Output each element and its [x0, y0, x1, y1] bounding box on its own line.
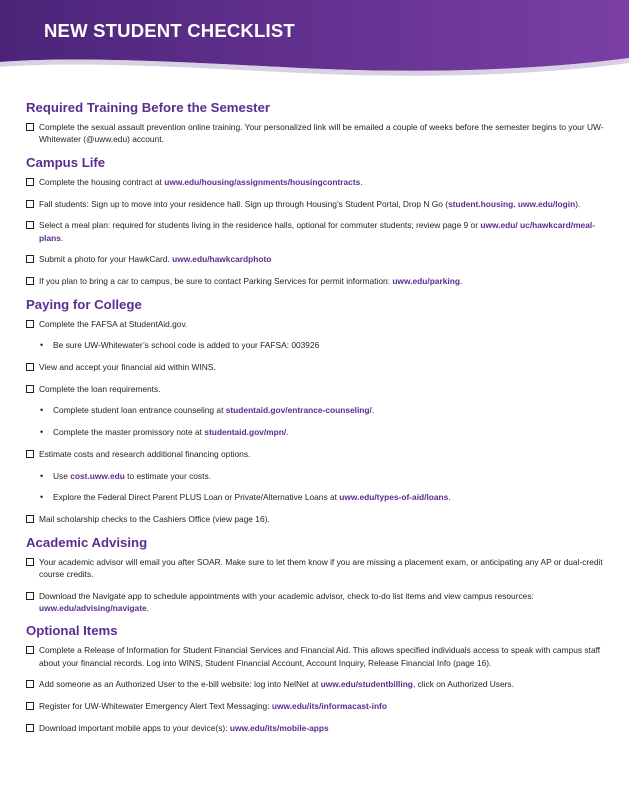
item-text — [39, 362, 216, 372]
link[interactable]: uww.edu/housing/assignments/housingcontracts — [164, 176, 361, 187]
item-text — [39, 679, 514, 689]
item-text — [39, 220, 595, 242]
item-text-segment: Complete the FAFSA at StudentAid.gov. — [39, 318, 188, 329]
page-title: NEW STUDENT CHECKLIST — [44, 20, 295, 41]
link[interactable]: uww.edu/studentbilling — [320, 679, 413, 690]
checklist-item — [26, 253, 606, 265]
link[interactable]: studentaid.gov/entrance-counseling/ — [225, 405, 372, 416]
checkbox[interactable] — [26, 558, 34, 566]
bullet-icon: • — [40, 405, 44, 416]
section-heading: Paying for College — [26, 296, 142, 312]
link[interactable]: uww.edu/login — [517, 198, 576, 209]
checklist-item — [26, 644, 606, 668]
sub-bullet-item — [26, 339, 606, 351]
checklist-content — [26, 100, 606, 743]
item-text-segment: Download the Navigate app to schedule appointments with your academic advisor, check to-do list items and view campus resources: — [39, 590, 534, 601]
checklist-item — [26, 678, 606, 690]
item-text — [53, 427, 289, 437]
item-text-segment: Select a meal plan: required for students living in the residence halls, optional for commuter students; review page 9 or — [39, 220, 481, 231]
section — [26, 155, 606, 287]
checklist-item — [26, 722, 606, 734]
section — [26, 535, 606, 614]
section-heading: Academic Advising — [26, 534, 148, 550]
item-text — [39, 384, 161, 394]
item-text — [53, 471, 211, 481]
item-text — [39, 701, 387, 711]
item-text — [39, 254, 271, 264]
item-text-segment: Complete the master promissory note at — [53, 427, 205, 438]
item-text — [39, 177, 363, 187]
link[interactable]: uww.edu/ — [480, 220, 518, 231]
item-text-segment: . — [360, 176, 363, 187]
checkbox[interactable] — [26, 123, 34, 131]
sub-bullet-item — [26, 491, 606, 503]
section — [26, 297, 606, 526]
item-text — [39, 723, 329, 733]
link[interactable]: cost.uww.edu — [70, 470, 125, 481]
item-text-segment: Mail scholarship checks to the Cashiers Office (view page 16). — [39, 513, 270, 524]
item-text-segment: . — [448, 492, 451, 503]
item-text — [53, 492, 451, 502]
section-heading: Campus Life — [26, 154, 106, 170]
checkbox[interactable] — [26, 221, 34, 229]
checkbox[interactable] — [26, 680, 34, 688]
item-text-segment: If you plan to bring a car to campus, be sure to contact Parking Services for permit information: — [39, 275, 393, 286]
item-text — [39, 557, 603, 579]
section-heading: Optional Items — [26, 623, 118, 639]
item-text-segment: . — [146, 602, 149, 613]
link[interactable]: uww.edu/types-of-aid/loans — [339, 492, 449, 503]
checkbox[interactable] — [26, 646, 34, 654]
checklist-item — [26, 121, 606, 145]
link[interactable]: student.housing. — [448, 198, 516, 209]
item-text — [53, 405, 374, 415]
sub-bullet-item — [26, 470, 606, 482]
item-text-segment: Be sure UW-Whitewater’s school code is added to your FAFSA: 003926 — [53, 340, 320, 351]
item-text-segment: ). — [575, 198, 581, 209]
link[interactable]: uww.edu/hawkcardphoto — [172, 254, 272, 265]
checkbox[interactable] — [26, 178, 34, 186]
checkbox[interactable] — [26, 385, 34, 393]
link[interactable]: uc/hawkcard/meal-plans — [39, 220, 595, 243]
item-text — [39, 122, 604, 144]
checklist-item — [26, 198, 606, 210]
checklist-item — [26, 590, 606, 614]
item-text-segment: Submit a photo for your HawkCard. — [39, 254, 173, 265]
checklist-item — [26, 383, 606, 395]
section-heading: Required Training Before the Semester — [26, 100, 271, 115]
checkbox[interactable] — [26, 515, 34, 523]
item-text-segment: Complete student loan entrance counseling at — [53, 405, 226, 416]
item-text-segment: . — [60, 232, 64, 243]
link[interactable]: uww.edu/advising/navigate — [39, 602, 147, 613]
item-text-segment: Complete a Release of Information for Student Financial Services and Financial Aid. This allows specified individuals access to speak with campus staff about your financial records. Log into WINS, Student Financial Account, Account Inquiry, Release Financial Info (page 16). — [39, 645, 601, 668]
item-text-segment: Fall students: Sign up to move into your residence hall. Sign up through Housing’s Student Portal, Drop N Go ( — [39, 198, 449, 209]
item-text-segment: Your academic advisor will email you after SOAR. Make sure to let them know if you are missing a placement exam, or anticipating any AP or dual-credit course credits. — [39, 556, 603, 579]
header-banner — [0, 0, 629, 82]
item-text-segment: Add someone as an Authorized User to the e-bill website: log into NelNet at — [39, 679, 321, 690]
sub-bullet-item — [26, 426, 606, 438]
link[interactable]: uww.edu/its/informacast-info — [271, 701, 387, 712]
checkbox[interactable] — [26, 320, 34, 328]
checkbox[interactable] — [26, 450, 34, 458]
item-text-segment: Complete the loan requirements. — [39, 383, 161, 394]
item-text — [39, 645, 600, 667]
section — [26, 100, 606, 145]
item-text — [39, 449, 250, 459]
item-text-segment: , click on Authorized Users. — [412, 679, 514, 690]
item-text-segment: Download important mobile apps to your device(s): — [39, 722, 230, 733]
checklist-item — [26, 318, 606, 330]
item-text-segment: . — [286, 427, 289, 438]
item-text — [39, 591, 534, 613]
item-text-segment: . — [371, 405, 375, 416]
item-text-segment: Complete the sexual assault prevention online training. Your personalized link will be emailed a couple of weeks before the semester begins to your UW-Whitewater (@uww.edu) account. — [39, 122, 604, 145]
item-text-segment: Use — [53, 470, 71, 481]
bullet-icon: • — [40, 492, 44, 503]
item-text-segment: Complete the housing contract at — [39, 176, 165, 187]
checkbox[interactable] — [26, 277, 34, 285]
item-text — [39, 276, 462, 286]
checklist-item — [26, 176, 606, 188]
bullet-icon: • — [40, 427, 44, 438]
checklist-item — [26, 275, 606, 287]
checkbox[interactable] — [26, 702, 34, 710]
item-text-segment: Estimate costs and research additional financing options. — [39, 448, 251, 459]
item-text — [39, 514, 270, 524]
bullet-icon: • — [40, 470, 44, 481]
item-text-segment: . — [459, 275, 463, 286]
checkbox[interactable] — [26, 592, 34, 600]
checklist-item — [26, 448, 606, 460]
item-text-segment: Explore the Federal Direct Parent PLUS Loan or Private/Alternative Loans at — [53, 492, 340, 503]
item-text — [39, 199, 580, 209]
link[interactable]: studentaid.gov/mpn/ — [204, 427, 287, 438]
item-text-segment: View and accept your financial aid within WINS. — [39, 362, 216, 373]
link[interactable]: uww.edu/parking — [392, 275, 460, 286]
checkbox[interactable] — [26, 255, 34, 263]
checklist-item — [26, 513, 606, 525]
link[interactable]: uww.edu/its/mobile-apps — [229, 722, 329, 733]
item-text — [39, 319, 187, 329]
checkbox[interactable] — [26, 363, 34, 371]
section — [26, 623, 606, 734]
checkbox[interactable] — [26, 724, 34, 732]
checkbox[interactable] — [26, 200, 34, 208]
bullet-icon: • — [40, 340, 44, 351]
item-text-segment: to estimate your costs. — [124, 470, 211, 481]
checklist-item — [26, 361, 606, 373]
item-text-segment: Register for UW-Whitewater Emergency Alert Text Messaging: — [39, 701, 272, 712]
sub-bullet-item — [26, 404, 606, 416]
checklist-item — [26, 700, 606, 712]
item-text — [53, 340, 319, 350]
checklist-item — [26, 556, 606, 580]
checklist-item — [26, 219, 606, 243]
